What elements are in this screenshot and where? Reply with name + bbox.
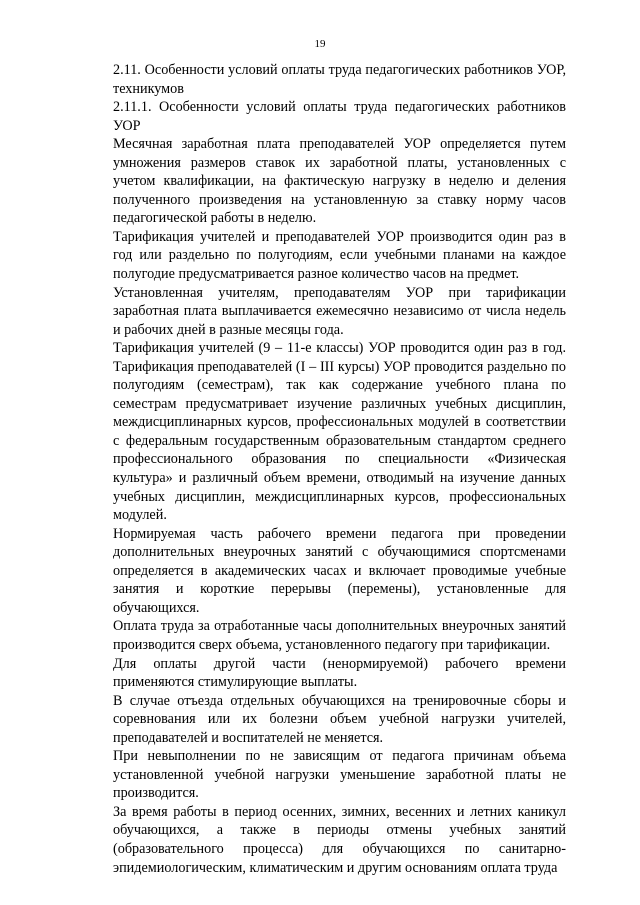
paragraph: Месячная заработная плата преподавателей УОР определяется путем умножения размеров ставок их заработной платы, установленных с учетом квалификации, на фактическую нагрузку в неделю и деления полученного произведения на установленную за ставку норму часов педагогической работы в неделю. bbox=[113, 136, 566, 227]
paragraph: В случае отъезда отдельных обучающихся на тренировочные сборы и соревнования или их болезни объем учебной нагрузки учителей, преподавателей и воспитателей не меняется. bbox=[113, 692, 566, 746]
paragraph: Установленная учителям, преподавателям УОР при тарификации заработная плата выплачивается ежемесячно независимо от числа недель и рабочих дней в разные месяцы года. bbox=[113, 284, 566, 338]
section-heading: 2.11. Особенности условий оплаты труда педагогических работников УОР, техникумов bbox=[113, 62, 566, 97]
paragraph: При невыполнении по не зависящим от педагога причинам объема установленной учебной нагрузки уменьшение заработной платы не производится. bbox=[113, 748, 566, 802]
paragraph: За время работы в период осенних, зимних, весенних и летних каникул обучающихся, а также в периоды отмены учебных занятий (образовательного процесса) для обучающихся по санитарно-эпидемиологическим, климатическим и другим основаниям оплата труда bbox=[113, 803, 566, 876]
paragraph: Тарификация учителей и преподавателей УОР производится один раз в год или раздельно по полугодиям, если учебными планами на каждое полугодие предусматривается разное количество часов на предмет. bbox=[113, 228, 566, 283]
subsection-heading: 2.11.1. Особенности условий оплаты труда педагогических работников УОР bbox=[113, 99, 566, 134]
document-body bbox=[113, 61, 566, 877]
paragraph: Нормируемая часть рабочего времени педагога при проведении дополнительных внеурочных занятий с обучающимися спортсменами определяется в академических часах и включает проводимые учебные занятия и короткие перерывы (перемены), установленные для обучающихся. bbox=[113, 525, 566, 616]
paragraph: Оплата труда за отработанные часы дополнительных внеурочных занятий производится сверх объема, установленного педагогу при тарификации. bbox=[113, 618, 566, 653]
paragraph: Тарификация учителей (9 – 11-е классы) УОР проводится один раз в год. Тарификация преподавателей (I – III курсы) УОР проводится раздельно по полугодиям (семестрам), так как содержание учебного плана по семестрам предусматривает изучение различных учебных дисциплин, междисциплинарных курсов, профессиональных модулей в соответствии с федеральным государственным образовательным стандартом среднего профессионального образования по специальности «Физическая культура» и различный объем времени, отводимый на изучение данных учебных дисциплин, междисциплинарных курсов, профессиональных модулей. bbox=[113, 340, 566, 524]
paragraph: Для оплаты другой части (ненормируемой) рабочего времени применяются стимулирующие выплаты. bbox=[113, 655, 566, 691]
page-number: 19 bbox=[314, 38, 326, 50]
